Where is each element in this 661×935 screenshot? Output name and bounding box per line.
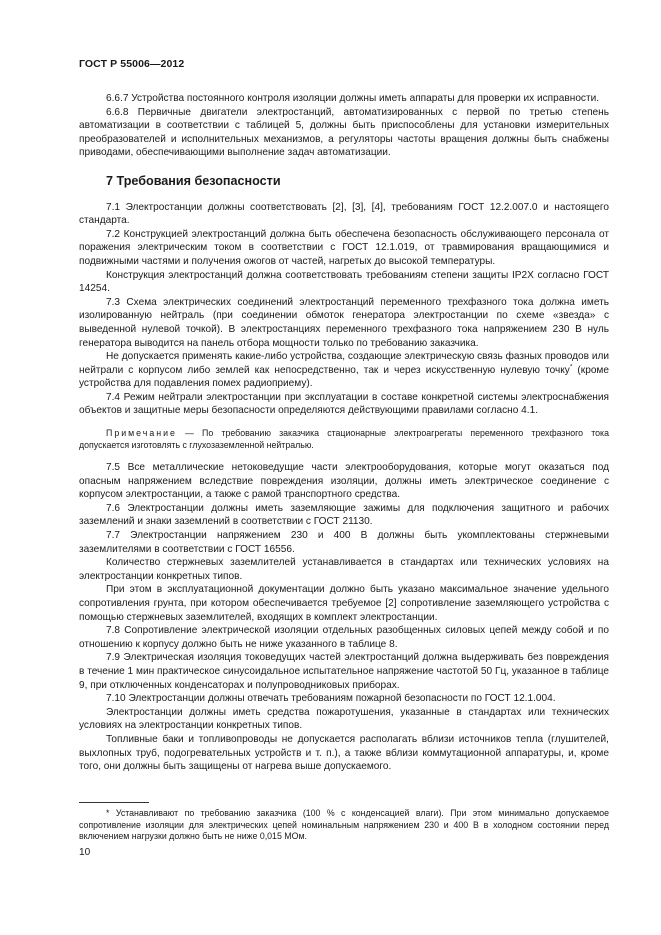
note-label: Примечание (106, 428, 177, 439)
document-header: ГОСТ Р 55006—2012 (79, 58, 185, 70)
paragraph-ground-count: Количество стержневых заземлителей устанавливается в стандартах или технических условиях на электростанции конкретных типов. (79, 557, 609, 582)
paragraph-fuel-tanks: Топливные баки и топливопроводы не допускается располагать вблизи источников тепла (глушителей, выхлопных труб, подогревательных устройств и т. п.), а также вблизи коммутационной аппаратуры, и, кроме того, они должны быть защищены от нагрева выше допускаемого. (79, 733, 609, 773)
paragraph-fire-means: Электростанции должны иметь средства пожаротушения, указанные в стандартах или технических условиях на электростанции конкретных типов. (79, 706, 609, 732)
paragraph-7-2: 7.2 Конструкцией электростанций должна быть обеспечена безопасность обслуживающего персонала от поражения электрическим током в соответствии с ГОСТ 12.1.019, от травмирования вращающимися и подвижными частями и получения ожогов от частей, нагретых до высокой температуры. (79, 228, 609, 267)
paragraph-7-10: 7.10 Электростанции должны отвечать требованиям пожарной безопасности по ГОСТ 12.1.004. (106, 693, 556, 705)
paragraph-no-connection (79, 350, 609, 391)
paragraph-no-connection-text: Не допускается применять какие-либо устройства, создающие электрическую связь фазных проводов или нейтрали с корпусом либо землей как непосредственно, так и через искусственную нулевую точку (79, 351, 609, 376)
paragraph-7-5: 7.5 Все металлические нетоковедущие части электрооборудования, которые могут оказаться под опасным напряжением вследствие повреждения изоляции, должны иметь электрическое соединение с корпусом электростанции, а также с рамой транспортного средства. (79, 462, 609, 501)
page-number: 10 (79, 847, 91, 858)
paragraph-7-4: 7.4 Режим нейтрали электростанции при эксплуатации в составе конкретной системы электроснабжения объектов и защитные меры безопасности определяются действующими правилами согласно 4.1. (79, 391, 609, 417)
paragraph-no-connection-tail: (кроме устройства для подавления помех радиоприему). (79, 364, 609, 390)
note (79, 427, 609, 451)
paragraph-6-6-8: 6.6.8 Первичные двигатели электростанций, автоматизированных с первой по третью степень автоматизации в соответствии с таблицей 5, должны быть приспособлены для установки измерительных преобразователей и исполнительных механизмов, а регуляторы частоты вращения должны быть снабжены приводами, обеспечивающими выполнение задач автоматизации. (79, 106, 609, 159)
paragraph-soil-resistance: При этом в эксплуатационной документации должно быть указано максимальное значение удельного сопротивления грунта, при котором обеспечивается требуемое [2] сопротивление заземляющего устройства с помощью стержневых заземлителей, входящих в комплект электростанции. (79, 584, 609, 623)
section-title: 7 Требования безопасности (106, 173, 281, 188)
note-text: — По требованию заказчика стационарные электроагрегаты переменного трехфазного тока допускается изготовлять с глухозаземленной нейтралью. (79, 428, 609, 451)
paragraph-7-1: 7.1 Электростанции должны соответствовать [2], [3], [4], требованиям ГОСТ 12.2.007.0 и настоящего стандарта. (79, 201, 609, 227)
paragraph-7-6: 7.6 Электростанции должны иметь заземляющие зажимы для подключения защитного и рабочих заземлений и знаки заземлений в соответствии с ГОСТ 21130. (79, 502, 609, 528)
paragraph-7-8: 7.8 Сопротивление электрической изоляции отдельных разобщенных силовых цепей между собой и по отношению к корпусу должно быть не ниже указанного в таблице 8. (79, 625, 609, 650)
paragraph-7-9: 7.9 Электрическая изоляция токоведущих частей электростанций должна выдерживать без повреждения в течение 1 мин практическое синусоидальное испытательное напряжение частотой 50 Гц, указанное в таблице 9, при отключенных конденсаторах и полупроводниковых приборах. (79, 652, 609, 691)
document-body (79, 92, 609, 774)
paragraph-7-3: 7.3 Схема электрических соединений электростанций переменного трехфазного тока должна иметь изолированную нейтраль (при соединении обмоток генератора электростанции по схеме «звезда» с выведенной нулевой точкой). В электростанциях переменного трехфазного тока напряжением 230 В нуль генератора выводится на панель отбора мощности только по требованию заказчика. (79, 296, 609, 349)
footnote-marker: * (569, 363, 573, 371)
footnote (79, 808, 609, 843)
footnote-divider (79, 802, 149, 803)
paragraph-6-6-7: 6.6.7 Устройства постоянного контроля изоляции должны иметь аппараты для проверки их исправности. (106, 93, 600, 104)
paragraph-ip2x: Конструкция электростанций должна соответствовать требованиям степени защиты IP2X согласно ГОСТ 14254. (79, 269, 609, 295)
footnote-text: * Устанавливают по требованию заказчика (100 % с конденсацией влаги). При этом минимально допускаемое сопротивление изоляции для электрических цепей номинальным напряжением 230 и 400 В в холодном состоянии перед включением нагрузки должно быть не ниже 0,015 МОм. (79, 808, 609, 842)
paragraph-7-7: 7.7 Электростанции напряжением 230 и 400 В должны быть укомплектованы стержневыми заземлителями в соответствии с ГОСТ 16556. (79, 530, 609, 555)
